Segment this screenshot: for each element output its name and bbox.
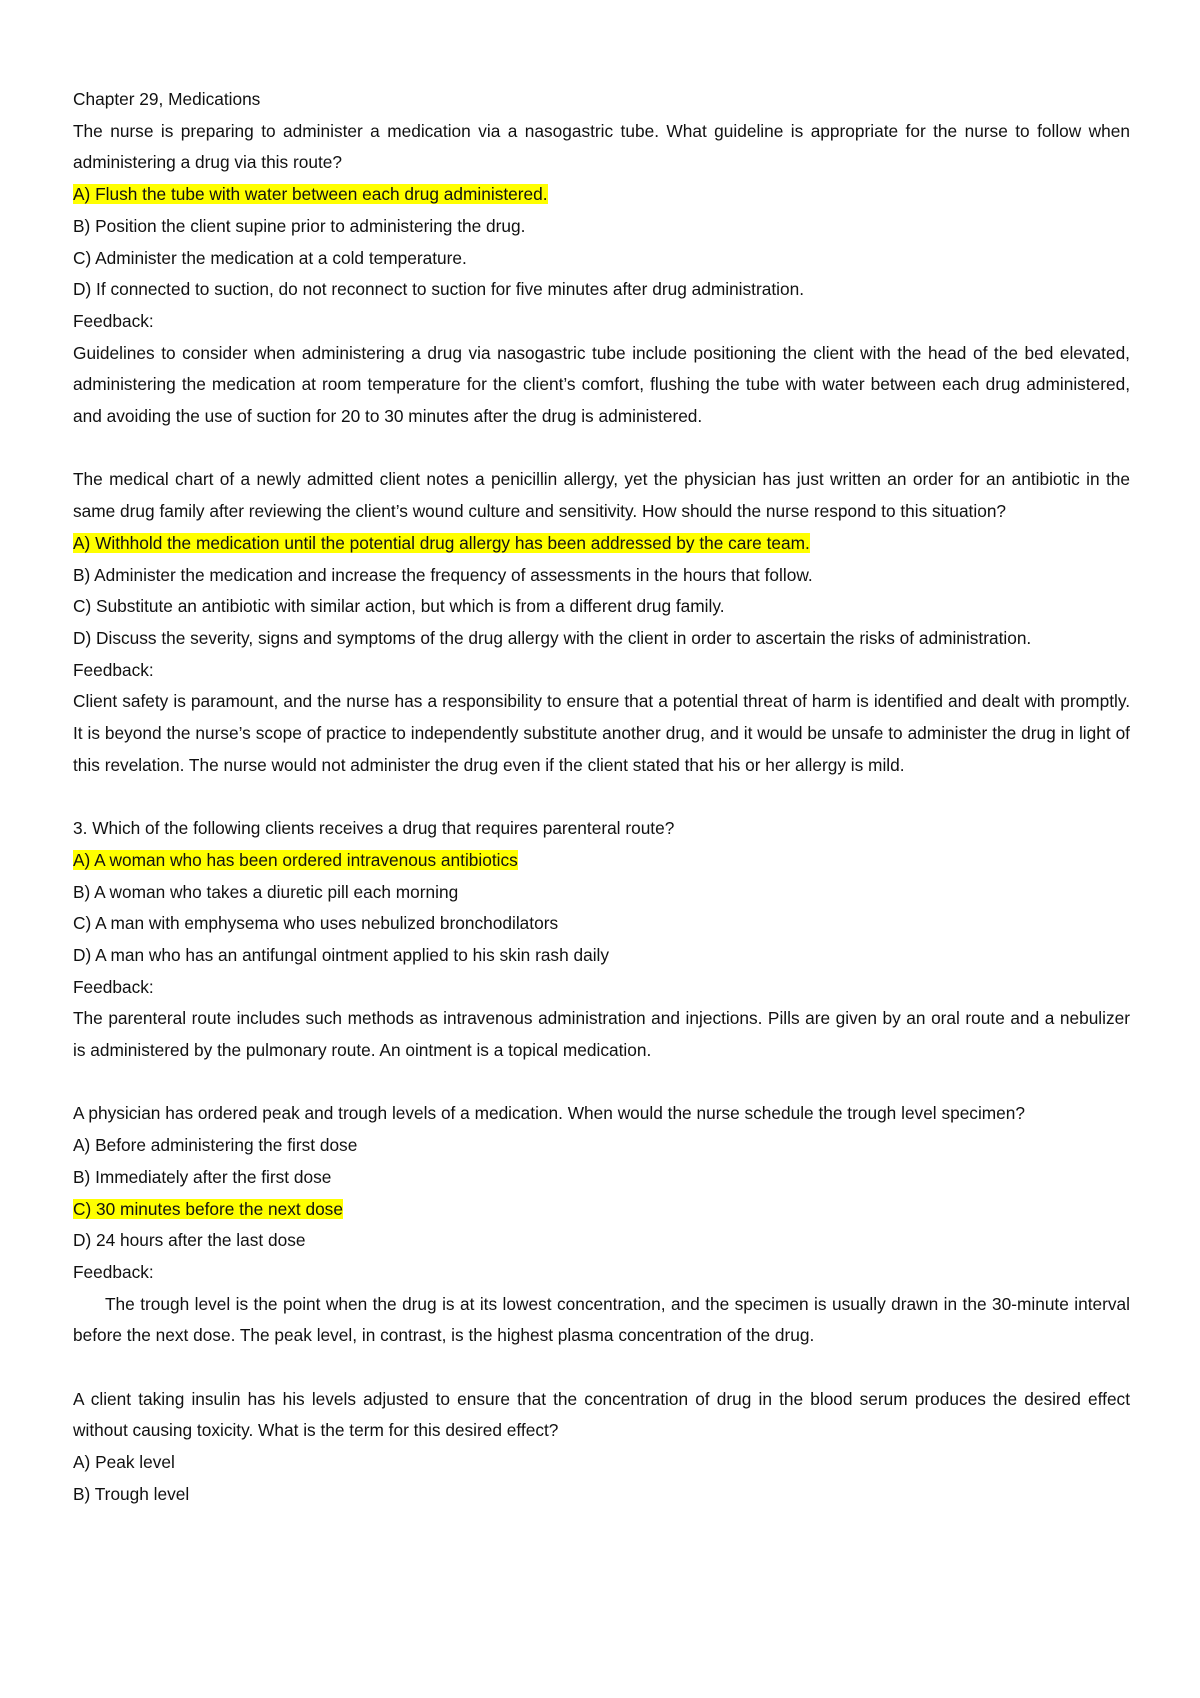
paragraph-spacer: [73, 433, 1130, 465]
highlighted-answer: C) 30 minutes before the next dose: [73, 1198, 343, 1219]
highlighted-answer: A) Withhold the medication until the potential drug allergy has been addressed by the care team.: [73, 532, 810, 553]
question-1-feedback-label: Feedback:: [73, 310, 154, 331]
question-4-feedback-label: Feedback:: [73, 1261, 154, 1282]
question-4-option-a: A) Before administering the first dose: [73, 1135, 358, 1156]
question-2-option-d: D) Discuss the severity, signs and symptoms of the drug allergy with the client in order to ascertain the risks of administration.: [73, 627, 1032, 648]
paragraph-spacer: [73, 781, 1130, 813]
question-2-feedback: Client safety is paramount, and the nurse has a responsibility to ensure that a potential threat of harm is identified and dealt with promptly. It is beyond the nurse’s scope of practice to independently substitute another drug, and it would be unsafe to administer the drug in light of this revelation. The nurse would not administer the drug even if the client stated that his or her allergy is mild.: [73, 691, 1130, 775]
question-2-option-c: C) Substitute an antibiotic with similar action, but which is from a different drug family.: [73, 596, 725, 617]
question-3-feedback: The parenteral route includes such methods as intravenous administration and injections. Pills are given by an oral route and a nebulizer is administered by the pulmonary route. An ointment is a topical medication.: [73, 1008, 1130, 1061]
question-2-option-b: B) Administer the medication and increase the frequency of assessments in the hours that follow.: [73, 564, 813, 585]
question-2-stem: The medical chart of a newly admitted client notes a penicillin allergy, yet the physician has just written an order for an antibiotic in the same drug family after reviewing the client’s wound culture and sensitivity. How should the nurse respond to this situation?: [73, 469, 1130, 522]
question-1-option-a: [73, 179, 1130, 211]
highlighted-answer: A) Flush the tube with water between each drug administered.: [73, 184, 548, 205]
question-5-option-b: B) Trough level: [73, 1483, 190, 1504]
question-3-option-a: [73, 845, 1130, 877]
question-4-stem: A physician has ordered peak and trough levels of a medication. When would the nurse schedule the trough level specimen?: [73, 1103, 1026, 1124]
question-1-option-d: D) If connected to suction, do not reconnect to suction for five minutes after drug administration.: [73, 279, 804, 300]
question-1-feedback: Guidelines to consider when administering a drug via nasogastric tube include positioning the client with the head of the bed elevated, administering the medication at room temperature for the client’s comfort, flushing the tube with water between each drug administered, and avoiding the use of suction for 20 to 30 minutes after the drug is administered.: [73, 342, 1130, 427]
question-2-feedback-label: Feedback:: [73, 659, 154, 680]
question-5-stem: A client taking insulin has his levels adjusted to ensure that the concentration of drug in the blood serum produces the desired effect without causing toxicity. What is the term for this desired effect?: [73, 1388, 1130, 1441]
chapter-title: Chapter 29, Medications: [73, 89, 261, 109]
question-1-option-c: C) Administer the medication at a cold temperature.: [73, 247, 467, 268]
question-4-option-b: B) Immediately after the first dose: [73, 1166, 332, 1187]
question-1-stem: The nurse is preparing to administer a medication via a nasogastric tube. What guideline is appropriate for the nurse to follow when administering a drug via this route?: [73, 120, 1130, 173]
question-5-option-a: A) Peak level: [73, 1452, 175, 1473]
question-3-feedback-label: Feedback:: [73, 976, 154, 997]
question-1-option-b: B) Position the client supine prior to administering the drug.: [73, 215, 526, 236]
highlighted-answer: A) A woman who has been ordered intravenous antibiotics: [73, 849, 518, 870]
question-3-stem: 3. Which of the following clients receives a drug that requires parenteral route?: [73, 818, 675, 839]
question-2-option-a: [73, 528, 1130, 560]
question-3-option-c: C) A man with emphysema who uses nebulized bronchodilators: [73, 913, 559, 934]
paragraph-spacer: [73, 1352, 1130, 1384]
question-4-feedback: The trough level is the point when the drug is at its lowest concentration, and the specimen is usually drawn in the 30-minute interval before the next dose. The peak level, in contrast, is the highest plasma concentration of the drug.: [73, 1293, 1130, 1346]
question-4-option-d: D) 24 hours after the last dose: [73, 1230, 306, 1251]
question-3-option-b: B) A woman who takes a diuretic pill each morning: [73, 881, 459, 902]
question-3-option-d: D) A man who has an antifungal ointment applied to his skin rash daily: [73, 944, 610, 965]
paragraph-spacer: [73, 1067, 1130, 1099]
question-4-option-c: [73, 1194, 1130, 1226]
